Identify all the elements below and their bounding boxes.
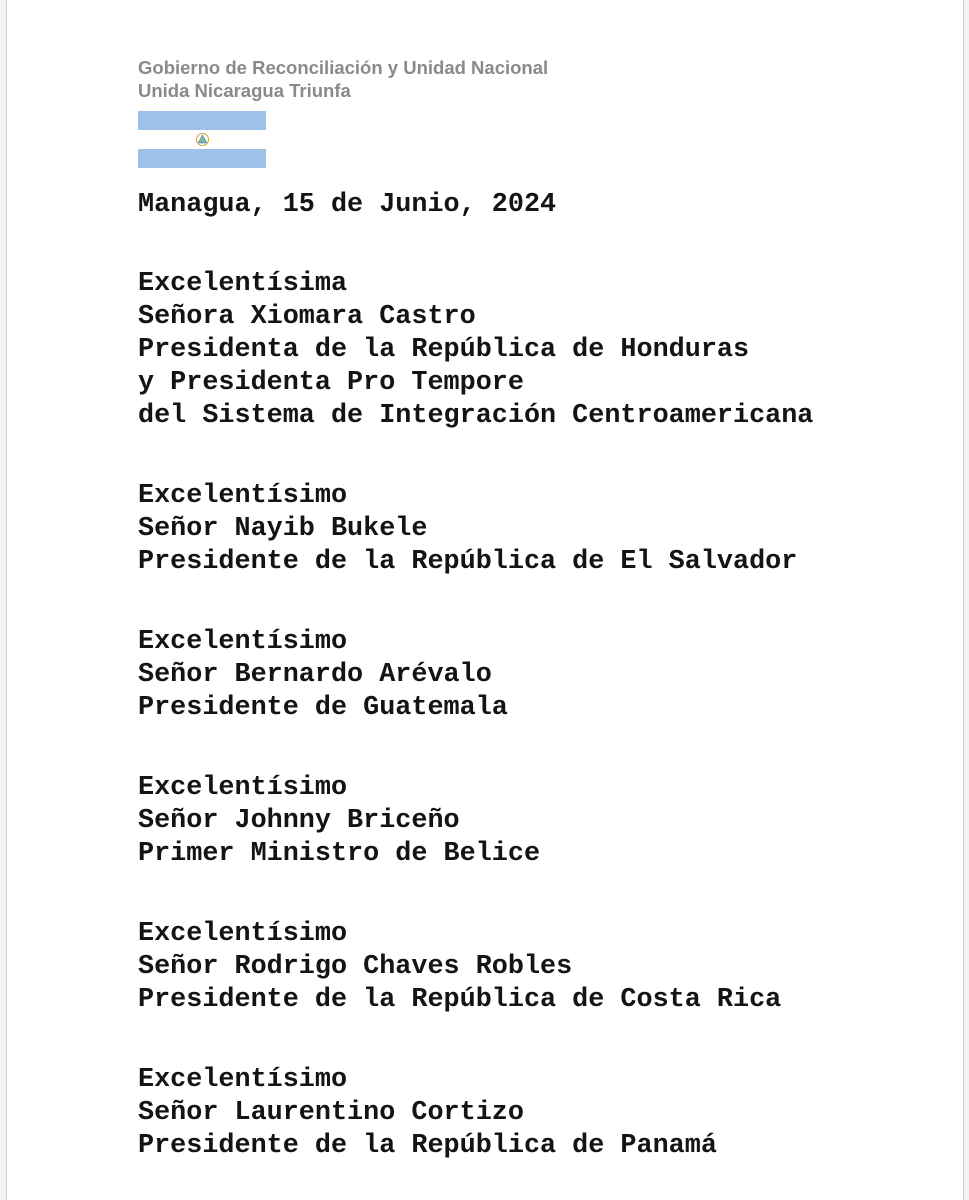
recipient-title-line: del Sistema de Integración Centroamericana: [138, 401, 814, 431]
letterhead: [138, 56, 548, 102]
document-page: [6, 0, 964, 1200]
letterhead-line-slogan: Unida Nicaragua Triunfa: [138, 80, 351, 101]
coat-of-arms-icon: [195, 132, 210, 147]
flag-stripe-top: [138, 111, 266, 130]
recipient-block: [138, 268, 813, 433]
letter-body: [138, 188, 813, 1163]
recipient-title-line: Presidente de Guatemala: [138, 693, 508, 723]
nicaragua-flag: [138, 111, 266, 168]
recipient-name: Señor Laurentino Cortizo: [138, 1098, 524, 1128]
recipient-title-line: Presidente de la República de El Salvador: [138, 547, 798, 577]
recipient-list: [138, 268, 813, 1163]
recipient-block: [138, 918, 813, 1017]
recipient-name: Señor Rodrigo Chaves Robles: [138, 952, 573, 982]
letter-date: Managua, 15 de Junio, 2024: [138, 190, 557, 220]
flag-stripe-bottom: [138, 149, 266, 168]
letterhead-line-government: Gobierno de Reconciliación y Unidad Nacional: [138, 57, 549, 78]
recipient-salutation: Excelentísimo: [138, 627, 348, 657]
recipient-block: [138, 480, 813, 579]
recipient-name: Señor Bernardo Arévalo: [138, 660, 492, 690]
recipient-title-line: Presidente de la República de Panamá: [138, 1131, 717, 1161]
recipient-salutation: Excelentísimo: [138, 1065, 348, 1095]
recipient-salutation: Excelentísima: [138, 269, 348, 299]
recipient-block: [138, 1064, 813, 1163]
recipient-title-line: Presidenta de la República de Honduras: [138, 335, 750, 365]
flag-stripe-middle: [138, 130, 266, 149]
recipient-block: [138, 772, 813, 871]
recipient-name: Señor Johnny Briceño: [138, 806, 460, 836]
recipient-name: Señora Xiomara Castro: [138, 302, 476, 332]
recipient-salutation: Excelentísimo: [138, 773, 348, 803]
recipient-salutation: Excelentísimo: [138, 481, 348, 511]
recipient-title-line: Primer Ministro de Belice: [138, 839, 541, 869]
recipient-title-line: Presidente de la República de Costa Rica: [138, 985, 782, 1015]
recipient-title-line: y Presidenta Pro Tempore: [138, 368, 524, 398]
recipient-salutation: Excelentísimo: [138, 919, 348, 949]
recipient-block: [138, 626, 813, 725]
recipient-name: Señor Nayib Bukele: [138, 514, 428, 544]
